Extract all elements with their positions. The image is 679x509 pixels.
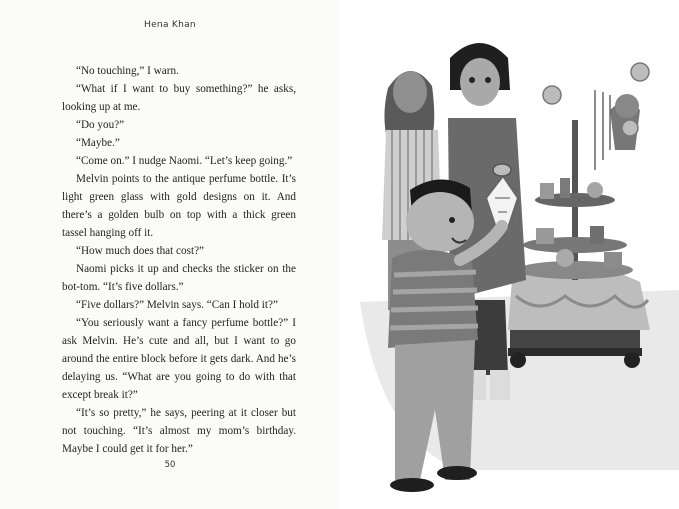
paragraph: “What if I want to buy something?” he asks, looking up at me. bbox=[62, 83, 296, 113]
paragraph: “It’s so pretty,” he says, peering at it closer but not touching. “It’s almost my mom’s birthday. Maybe I could get it for her.” bbox=[62, 407, 296, 455]
paragraph: “No touching,” I warn. bbox=[76, 65, 179, 77]
paragraph: “How much does that cost?” bbox=[76, 245, 204, 257]
paragraph: “Five dollars?” Melvin says. “Can I hold it?” bbox=[76, 299, 278, 311]
illustration bbox=[340, 0, 679, 509]
paragraph: Melvin points to the antique perfume bottle. It’s light green glass with gold designs on it. And there’s a golden bulb on top with a thick green tassel hanging off it. bbox=[62, 173, 296, 239]
right-page bbox=[340, 0, 679, 509]
running-head: Hena Khan bbox=[144, 20, 196, 30]
paragraph: Naomi picks it up and checks the sticker on the bot-tom. “It’s five dollars.” bbox=[62, 263, 296, 293]
paragraph: “Do you?” bbox=[76, 119, 125, 131]
paragraph: “Come on.” I nudge Naomi. “Let’s keep going.” bbox=[76, 155, 293, 167]
body-text bbox=[62, 62, 296, 458]
page-number: 50 bbox=[164, 460, 176, 470]
paragraph: “You seriously want a fancy perfume bottle?” I ask Melvin. He’s cute and all, but I want to go around the entire block before it gets dark. And he’s delaying us. “What are you going to do with that except break it?” bbox=[62, 317, 296, 401]
paragraph: “Maybe.” bbox=[76, 137, 120, 149]
